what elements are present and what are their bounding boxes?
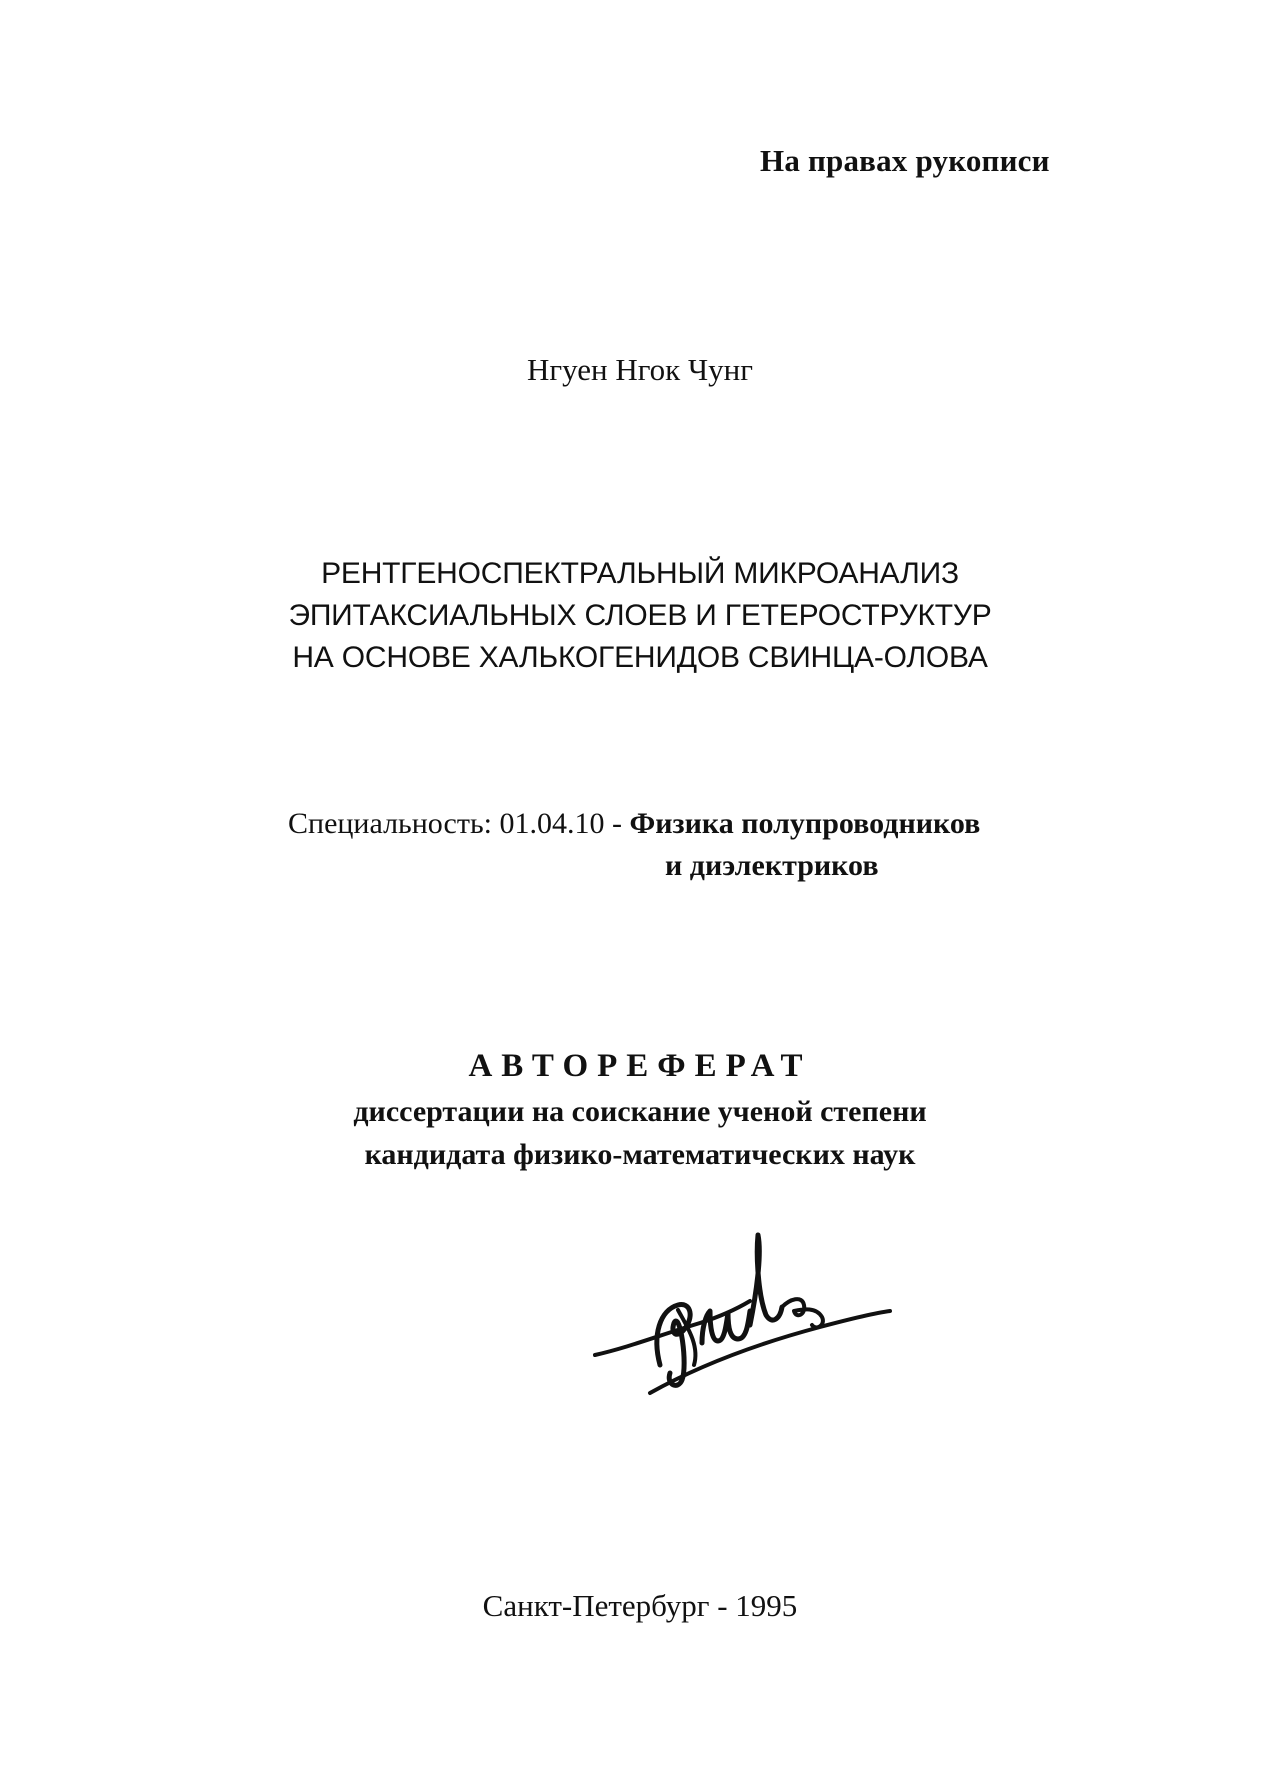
manuscript-rights-note: На правах рукописи: [760, 143, 1050, 178]
specialty-line: [288, 803, 980, 845]
title-line-3: НА ОСНОВЕ ХАЛЬКОГЕНИДОВ СВИНЦА-ОЛОВА: [292, 641, 988, 674]
handwritten-signature-icon: [590, 1215, 900, 1405]
place-and-year: Санкт-Петербург - 1995: [482, 1588, 798, 1623]
title-line-1: РЕНТГЕНОСПЕКТРАЛЬНЫЙ МИКРОАНАЛИЗ: [321, 557, 959, 590]
abstract-subtitle-line-1: диссертации на соискание ученой степени: [353, 1095, 927, 1128]
abstract-heading: АВТОРЕФЕРАТ: [468, 1048, 812, 1084]
specialty-name-continued: и диэлектриков: [665, 849, 879, 882]
specialty-name: Физика полупроводников: [629, 807, 981, 840]
dissertation-title: [0, 553, 1280, 679]
author-name: Нгуен Нгок Чунг: [527, 352, 753, 387]
title-line-2: ЭПИТАКСИАЛЬНЫХ СЛОЕВ И ГЕТЕРОСТРУКТУР: [288, 599, 992, 632]
specialty-label: Специальность:: [288, 807, 492, 840]
abstract-subtitle-line-2: кандидата физико-математических наук: [364, 1138, 916, 1171]
specialty-code: 01.04.10 -: [499, 807, 622, 840]
